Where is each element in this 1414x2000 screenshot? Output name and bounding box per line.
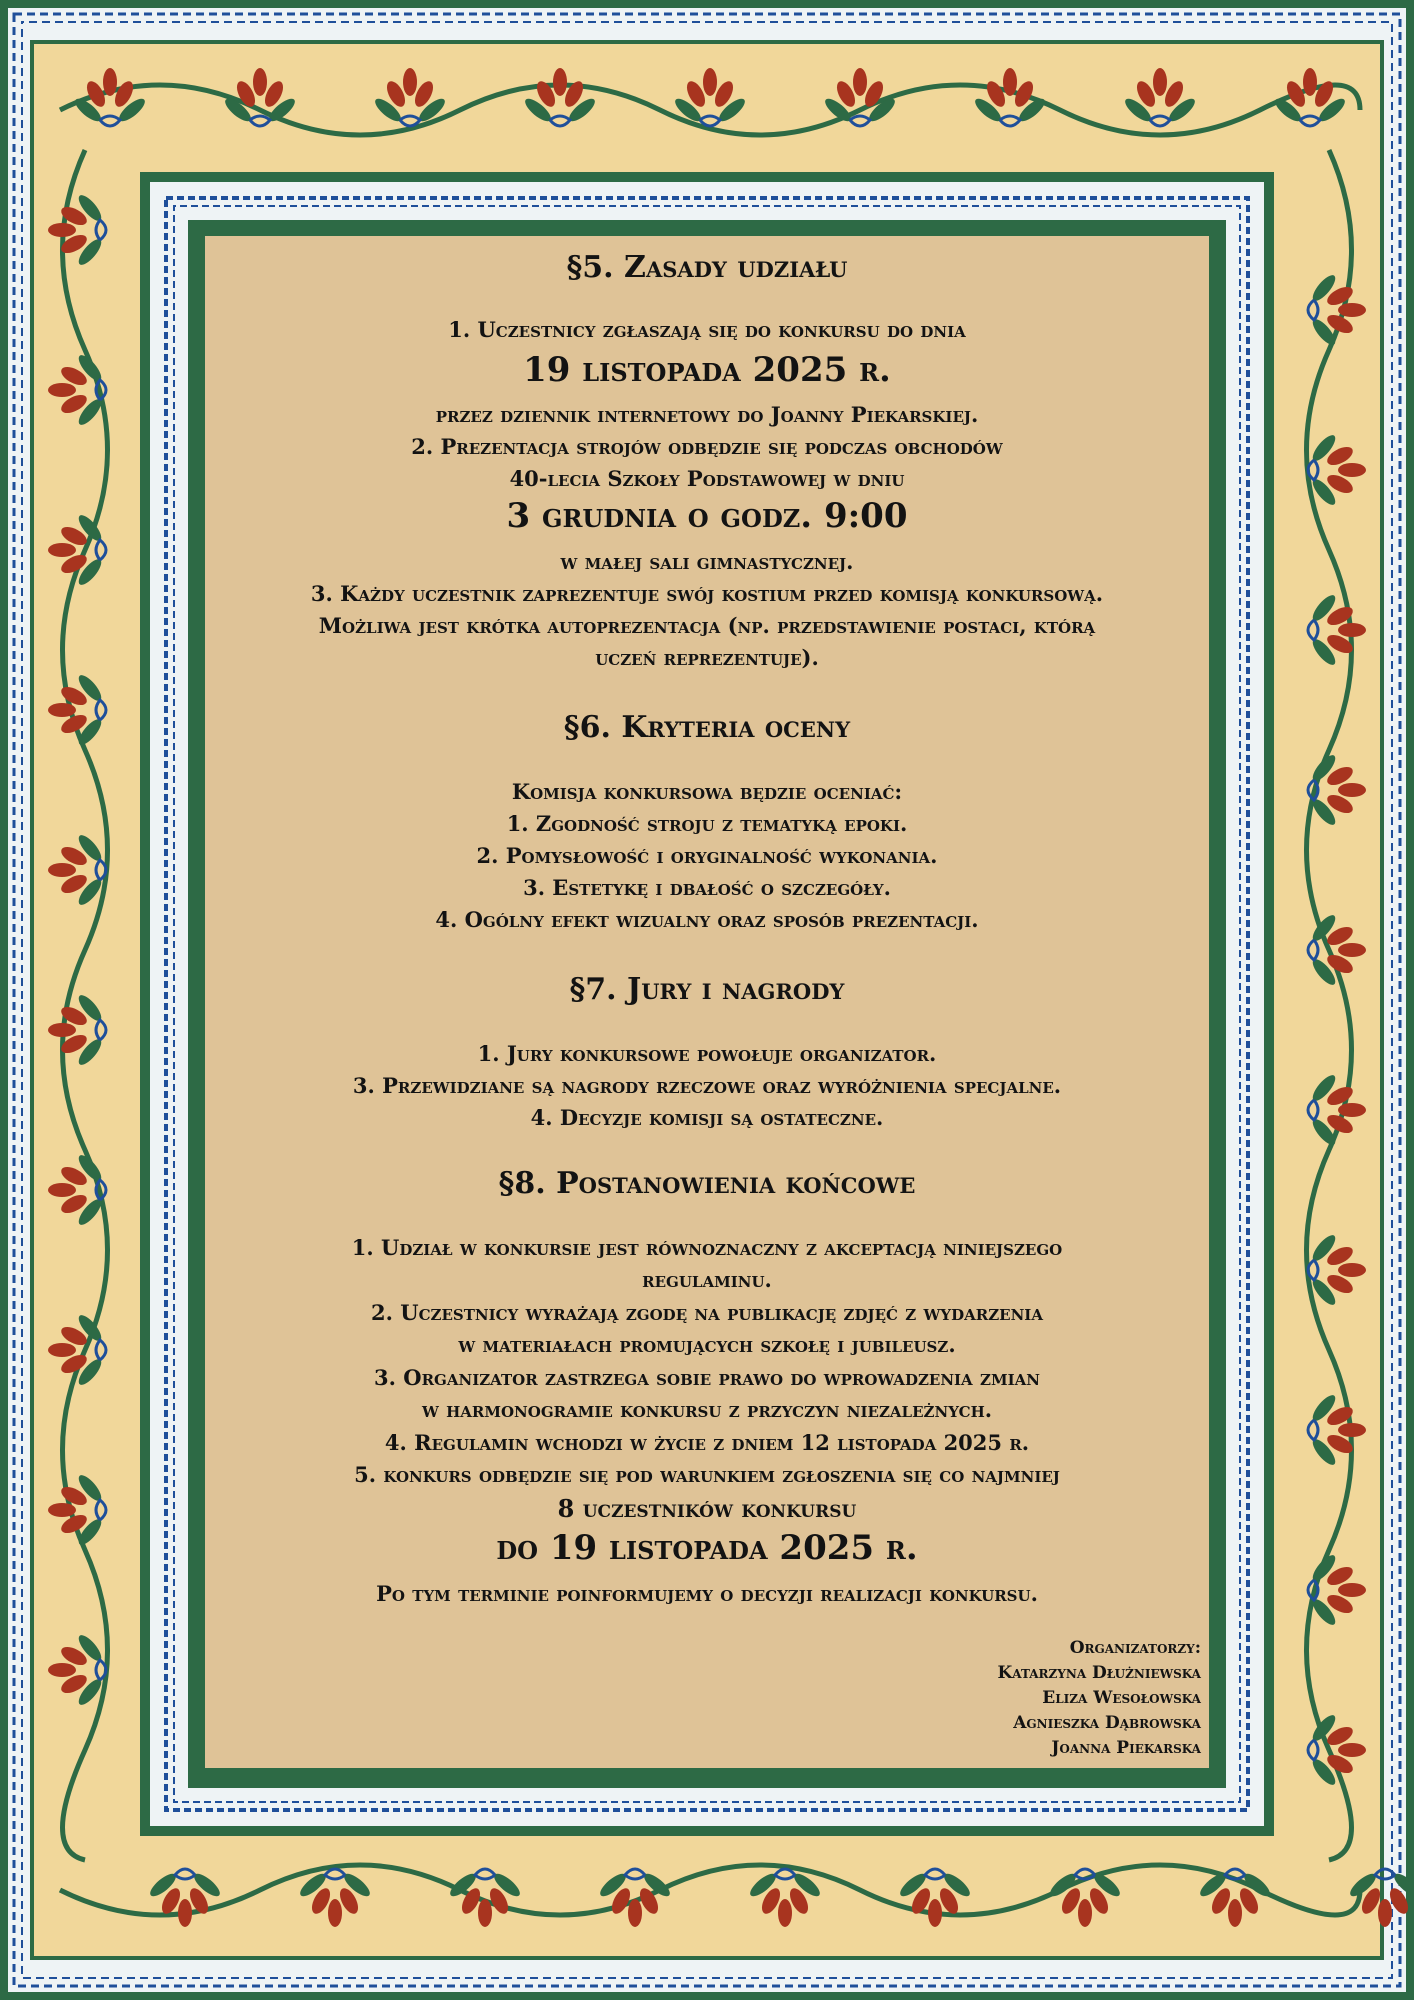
s5-line-2: przez dziennik internetowy do Joanny Piekarskiej. [435, 402, 979, 427]
organizer-name: Katarzyna Dłużniewska [997, 1663, 1201, 1683]
s8-line-2: regulaminu. [642, 1267, 772, 1292]
s6-line-5: 4. Ogólny efekt wizualny oraz sposób prezentacji. [435, 907, 979, 932]
s6-line-1: Komisja konkursowa będzie oceniać: [511, 779, 903, 804]
s8-line-4: w materiałach promujących szkołę i jubileusz. [458, 1332, 956, 1357]
s6-line-3: 2. Pomysłowość i oryginalność wykonania. [476, 843, 938, 868]
s8-line-7: 4. Regulamin wchodzi w życie z dniem 12 listopada 2025 r. [384, 1430, 1030, 1455]
organizer-name: Agnieszka Dąbrowska [1013, 1713, 1201, 1733]
s6-line-4: 3. Estetykę i dbałość o szczegóły. [523, 875, 891, 900]
s8-line-1: 1. Udział w konkursie jest równoznaczny z akceptacją niniejszego [351, 1235, 1063, 1260]
s5-line-6: 3. Każdy uczestnik zaprezentuje swój kostium przed komisją konkursową. [310, 581, 1104, 606]
s5-line-1: 1. Uczestnicy zgłaszają się do konkursu do dnia [448, 317, 966, 342]
section-7-title: §7. Jury i nagrody [569, 972, 845, 1007]
s7-line-2: 3. Przewidziane są nagrody rzeczowe oraz wyróżnienia specjalne. [352, 1073, 1062, 1098]
organizer-name: Eliza Wesołowska [1042, 1688, 1201, 1708]
s8-final-date: do 19 listopada 2025 r. [496, 1528, 918, 1568]
regulations-content [205, 236, 1209, 1768]
organizer-name: Joanna Piekarska [1051, 1738, 1201, 1758]
s7-line-3: 4. Decyzje komisji są ostateczne. [530, 1105, 884, 1130]
section-6-title: §6. Kryteria oceny [563, 710, 851, 745]
s5-line-4: 40-lecia Szkoły Podstawowej w dniu [509, 466, 905, 491]
s6-line-2: 1. Zgodność stroju z tematyką epoki. [506, 811, 908, 836]
organizers-label: Organizatorzy: [1069, 1638, 1201, 1658]
s5-line-8: uczeń reprezentuje). [595, 645, 819, 670]
s8-line-10: Po tym terminie poinformujemy o decyzji realizacji konkursu. [376, 1581, 1038, 1606]
s8-line-9: 8 uczestników konkursu [557, 1494, 857, 1523]
s5-event-date: 3 grudnia o godz. 9:00 [506, 496, 908, 536]
s8-line-6: w harmonogramie konkursu z przyczyn niezależnych. [421, 1397, 993, 1422]
s5-deadline-date: 19 listopada 2025 r. [523, 350, 891, 390]
s5-line-3: 2. Prezentacja strojów odbędzie się podczas obchodów [411, 434, 1003, 459]
s8-line-8: 5. konkurs odbędzie się pod warunkiem zgłoszenia się co najmniej [354, 1462, 1060, 1487]
organizers-block [998, 1636, 1201, 1761]
s5-line-7: Możliwa jest krótka autoprezentacja (np. przedstawienie postaci, którą [318, 613, 1096, 638]
s7-line-1: 1. Jury konkursowe powołuje organizator. [477, 1041, 937, 1066]
section-5-title: §5. Zasady udziału [566, 250, 848, 285]
section-8-title: §8. Postanowienia końcowe [498, 1166, 916, 1201]
s5-line-5: w małej sali gimnastycznej. [560, 549, 854, 574]
s8-line-3: 2. Uczestnicy wyrażają zgodę na publikację zdjęć z wydarzenia [371, 1300, 1043, 1325]
s8-line-5: 3. Organizator zastrzega sobie prawo do wprowadzenia zmian [374, 1365, 1040, 1390]
